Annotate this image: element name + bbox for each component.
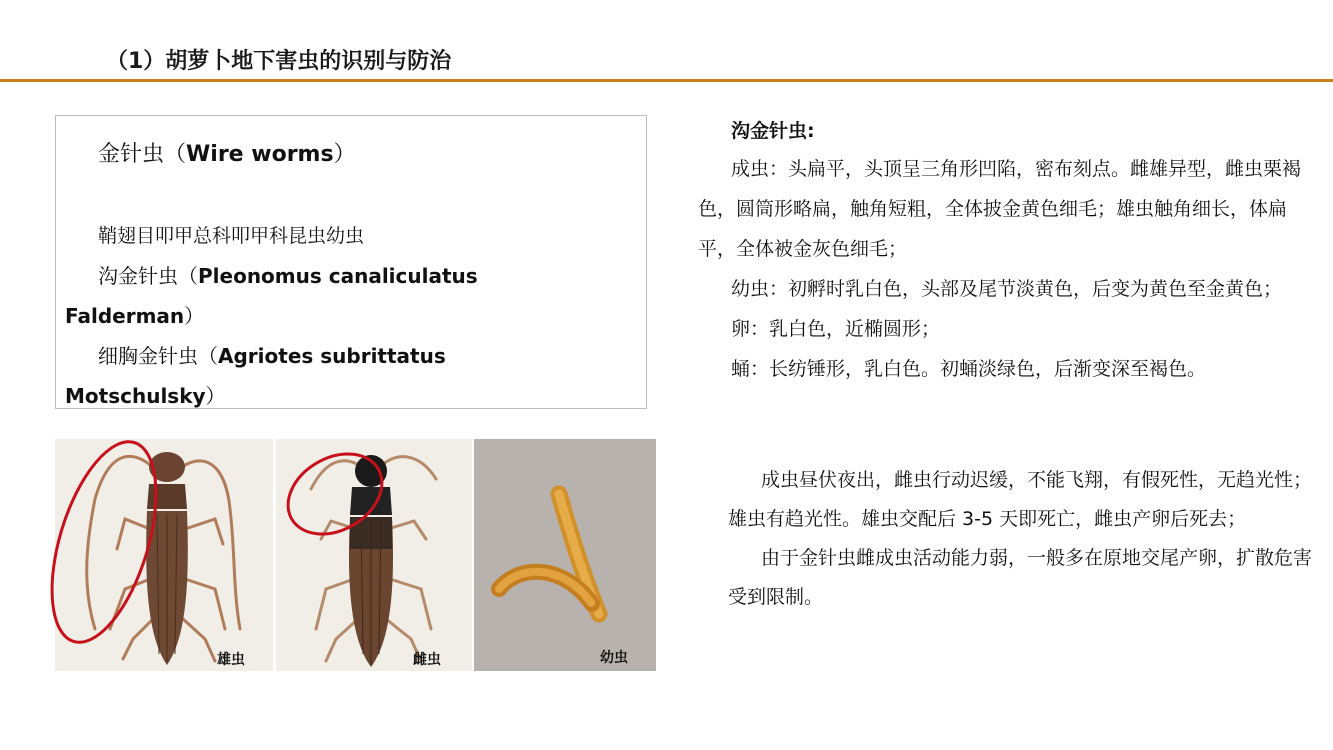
larva-label: 幼虫: [600, 650, 628, 666]
description-heading: 沟金针虫:: [731, 120, 815, 142]
species-2-author: Motschulsky: [65, 384, 206, 408]
species-2-close: ）: [205, 384, 226, 408]
species-1-close: ）: [184, 304, 205, 328]
female-antenna-highlight: [280, 436, 390, 556]
female-label: 雌虫: [413, 652, 441, 668]
larva-description: 幼虫：初孵时乳白色，头部及尾节淡黄色，后变为黄色至金黄色；: [731, 278, 1283, 300]
wireworm-heading-close: ）: [333, 142, 356, 167]
wireworm-heading-en: Wire worms: [186, 142, 334, 167]
larva-photo: [474, 439, 656, 671]
species-2-latin: Agriotes subrittatus: [218, 344, 446, 368]
description-section: [698, 113, 1308, 389]
species-2-cn: 细胸金针虫（: [98, 344, 218, 368]
species-line-2a: [98, 340, 446, 369]
species-1-latin: Pleonomus canaliculatus: [198, 264, 478, 288]
wireworm-heading: [98, 137, 356, 168]
species-line-2b: [65, 380, 226, 409]
title-divider: [0, 79, 1333, 82]
egg-description: 卵：乳白色，近椭圆形；: [731, 318, 941, 340]
wireworm-heading-cn: 金针虫（: [98, 142, 187, 167]
pupa-description: 蛹：长纺锤形，乳白色。初蛹淡绿色，后渐变深至褐色。: [731, 358, 1207, 380]
adult-description: 成虫：头扁平，头顶呈三角形凹陷，密布刻点。雌雄异型，雌虫栗褐色，圆筒形略扁，触角短粗，全体披金黄色细毛；雄虫触角细长，体扁平，全体被金灰色细毛；: [698, 158, 1302, 260]
habits-section: [728, 461, 1318, 617]
habits-paragraph-2: 由于金针虫雌成虫活动能力弱，一般多在原地交尾产卵，扩散危害受到限制。: [728, 547, 1313, 608]
habits-paragraph-1: 成虫昼伏夜出，雌虫行动迟缓，不能飞翔，有假死性，无趋光性；雄虫有趋光性。雄虫交配后 3-5 天即死亡，雌虫产卵后死去；: [728, 469, 1313, 530]
male-label: 雄虫: [217, 652, 245, 668]
species-1-author: Falderman: [65, 304, 185, 328]
species-line-1a: [98, 260, 478, 289]
species-line-1b: [65, 300, 204, 329]
species-1-cn: 沟金针虫（: [98, 264, 198, 288]
male-antenna-highlight: [40, 432, 170, 652]
taxonomy-text: 鞘翅目叩甲总科叩甲科昆虫幼虫: [98, 225, 365, 247]
page-title: （1）胡萝卜地下害虫的识别与防治: [106, 49, 452, 74]
